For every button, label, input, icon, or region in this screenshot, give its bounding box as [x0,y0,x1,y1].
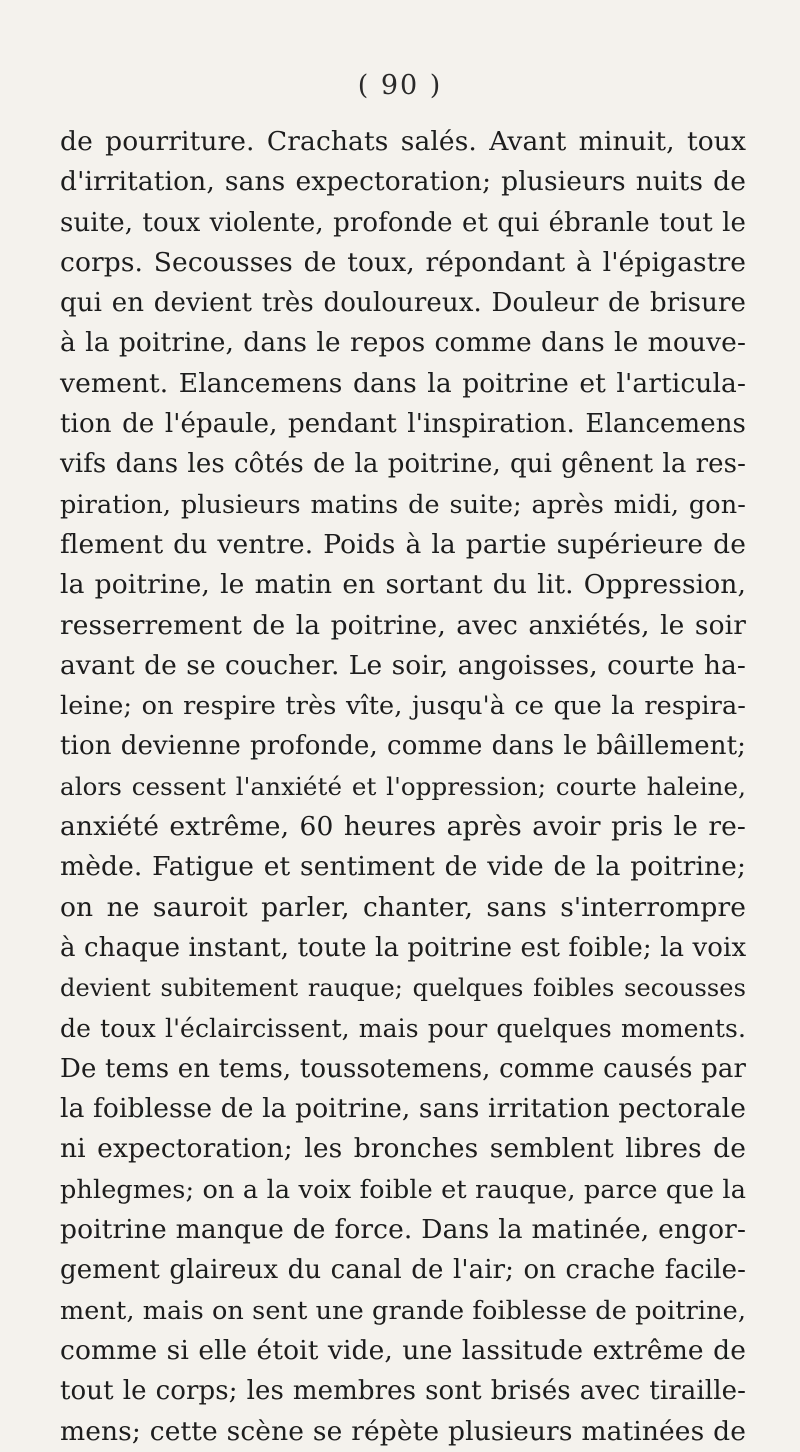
text-line: resserrement de la poitrine, avec anxiétés, le soir [60,609,746,641]
text-line: à la poitrine, dans le repos comme dans le mouve- [60,327,746,359]
text-line: d'irritation, sans expectoration; plusieurs nuits de [60,166,746,198]
text-line: à chaque instant, toute la poitrine est foible; la voix [60,932,747,963]
body-text [60,122,746,1452]
text-line: tion devienne profonde, comme dans le bâillement; [60,731,746,762]
text-line: leine; on respire très vîte, jusqu'à ce que la respira- [60,691,746,722]
text-line: on ne sauroit parler, chanter, sans s'interrompre [60,891,746,923]
text-line: ni expectoration; les bronches semblent libres de [60,1133,746,1165]
text-line: qui en devient très douloureux. Douleur de brisure [60,288,746,319]
text-line: avant de se coucher. Le soir, angoisses, courte ha- [60,649,746,681]
text-line: phlegmes; on a la voix foible et rauque, parce que la [60,1174,746,1205]
text-line: devient subitement rauque; quelques foibles secousses [60,974,746,1003]
text-line: poitrine manque de force. Dans la matinée, engor- [60,1214,746,1246]
page-number: ( 90 ) [357,70,443,101]
text-line: anxiété extrême, 60 heures après avoir pris le re- [60,811,746,843]
text-line: flement du ventre. Poids à la partie supérieure de [60,528,746,560]
text-line: mens; cette scène se répète plusieurs matinées de [60,1415,746,1447]
text-line: corps. Secousses de toux, répondant à l'épigastre [60,246,746,278]
text-line: de toux l'éclaircissent, mais pour quelques moments. [60,1013,746,1043]
text-line: vement. Elancemens dans la poitrine et l'articula- [60,367,746,399]
text-line: mède. Fatigue et sentiment de vide de la poitrine; [60,851,746,883]
text-line: comme si elle étoit vide, une lassitude extrême de [60,1334,746,1366]
text-line: la foiblesse de la poitrine, sans irritation pectorale [60,1093,746,1125]
text-line: de pourriture. Crachats salés. Avant minuit, toux [60,126,746,157]
text-line: suite, toux violente, profonde et qui ébranle tout le [60,207,746,238]
text-line: ment, mais on sent une grande foiblesse de poitrine, [60,1295,747,1326]
text-line: De tems en tems, toussotemens, comme causés par [60,1053,746,1084]
text-line: piration, plusieurs matins de suite; après midi, gon- [60,489,746,520]
text-line: la poitrine, le matin en sortant du lit. Oppression, [60,569,746,601]
text-line: vifs dans les côtés de la poitrine, qui gênent la res- [60,449,746,480]
text-line: tion de l'épaule, pendant l'inspiration. Elancemens [60,409,746,440]
text-line: tout le corps; les membres sont brisés avec tiraille- [60,1376,746,1407]
text-line: alors cessent l'anxiété et l'oppression; courte haleine, [60,771,746,801]
text-line: gement glaireux du canal de l'air; on crache facile- [60,1255,746,1286]
